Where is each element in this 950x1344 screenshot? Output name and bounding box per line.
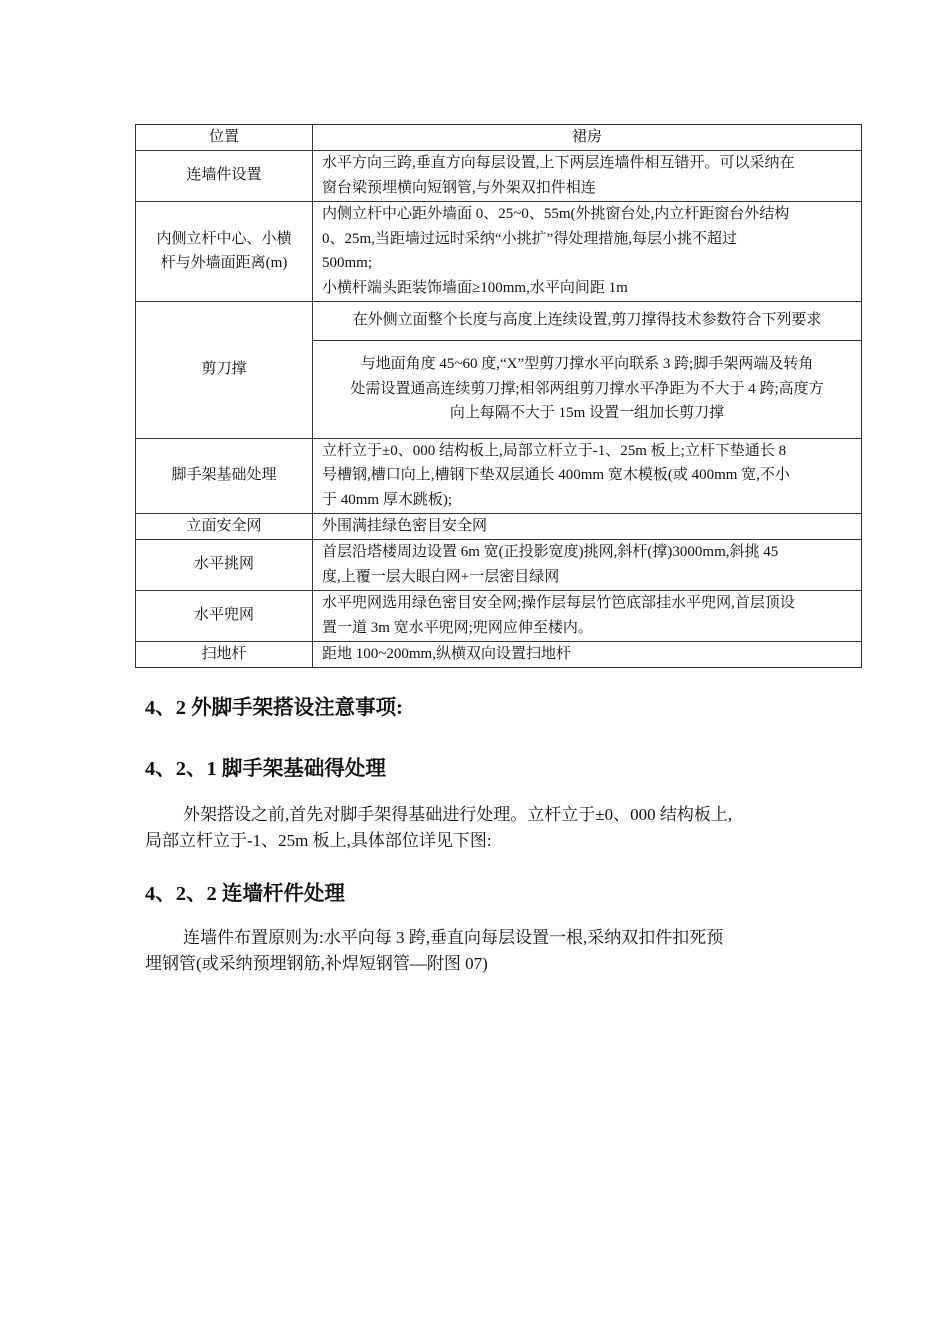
header-position: 位置 [136,125,313,151]
value-line: 小横杆端头距装饰墙面≥100mm,水平向间距 1m [322,279,628,296]
row-value [313,513,862,539]
paragraph-line: 局部立杆立于-1、25m 板上,具体部位详见下图: [145,831,492,850]
paragraph [145,925,835,977]
row-label: 脚手架基础处理 [136,438,313,513]
row-value [313,641,862,667]
scaffold-spec-table [135,124,862,668]
section-heading: 4、2、2 连墙杆件处理 [145,883,345,905]
header-podium: 裙房 [313,125,862,151]
value-line: 距地 100~200mm,纵横双向设置扫地杆 [322,645,571,662]
value-line: 外围满挂绿色密目安全网 [322,517,488,534]
row-label: 剪刀撑 [136,301,313,438]
row-label: 扫地杆 [136,641,313,667]
paragraph-line: 埋钢管(或采纳预埋钢筋,补焊短钢管—附图 07) [145,954,488,973]
paragraph [145,802,835,854]
row-value [313,539,862,590]
row-label: 水平挑网 [136,539,313,590]
value-line: 水平兜网选用绿色密目安全网;操作层每层竹笆底部挂水平兜网,首层顶设 [322,595,795,611]
row-value [313,590,862,641]
value-line: 内侧立杆中心距外墙面 0、25~0、55m(外挑窗台处,内立杆距窗台外结构 [322,206,790,222]
label-line: 杆与外墙面距离(m) [160,255,288,271]
table-row [136,438,862,513]
paragraph-line: 外架搭设之前,首先对脚手架得基础进行处理。立杆立于±0、000 结构板上, [183,805,733,824]
row-label: 连墙件设置 [136,150,313,201]
table-row [136,641,862,667]
row-value [313,150,862,201]
row-value-sub1: 在外侧立面整个长度与高度上连续设置,剪刀撑得技术参数符合下列要求 [313,301,862,340]
section-heading: 4、2 外脚手架搭设注意事项: [145,697,403,719]
value-line: 500mm; [322,255,373,271]
value-line: 首层沿塔楼周边设置 6m 宽(正投影宽度)挑网,斜杆(撑)3000mm,斜挑 45 [322,544,779,560]
row-value-sub2 [313,340,862,438]
table-row [136,539,862,590]
row-label: 立面安全网 [136,513,313,539]
value-line: 于 40mm 厚木跳板); [322,491,452,508]
value-line: 处需设置通高连续剪刀撑;相邻两组剪刀撑水平净距为不大于 4 跨;高度方 [350,380,824,397]
value-line: 0、25m,当距墙过远时采纳“小挑扩”得处理措施,每层小挑不超过 [322,230,737,247]
value-line: 立杆立于±0、000 结构板上,局部立杆立于-1、25m 板上;立杆下垫通长 8 [322,442,787,459]
paragraph-line: 连墙件布置原则为:水平向每 3 跨,垂直向每层设置一根,采纳双扣件扣死预 [183,928,724,947]
label-line: 内侧立杆中心、小横 [156,230,292,247]
row-label: 水平兜网 [136,590,313,641]
table-row [136,513,862,539]
table-row [136,301,862,340]
table-row [136,150,862,201]
value-line: 与地面角度 45~60 度,“X”型剪刀撑水平向联系 3 跨;脚手架两端及转角 [360,356,814,373]
table-row [136,201,862,301]
value-line: 向上每隔不大于 15m 设置一组加长剪刀撑 [449,405,725,422]
row-label [136,201,313,301]
value-line: 窗台梁预埋横向短钢管,与外架双扣件相连 [322,179,596,196]
value-line: 水平方向三跨,垂直方向每层设置,上下两层连墙件相互错开。可以采纳在 [322,155,795,171]
row-value [313,438,862,513]
value-line: 号槽钢,槽口向上,槽钢下垫双层通长 400mm 宽木模板(或 400mm 宽,不小 [322,467,790,484]
table-row [136,590,862,641]
section-heading: 4、2、1 脚手架基础得处理 [145,758,386,780]
value-line: 置一道 3m 宽水平兜网;兜网应伸至楼内。 [322,619,593,636]
row-value [313,201,862,301]
table-header-row [136,125,862,151]
value-line: 度,上覆一层大眼白网+一层密目绿网 [322,568,560,585]
